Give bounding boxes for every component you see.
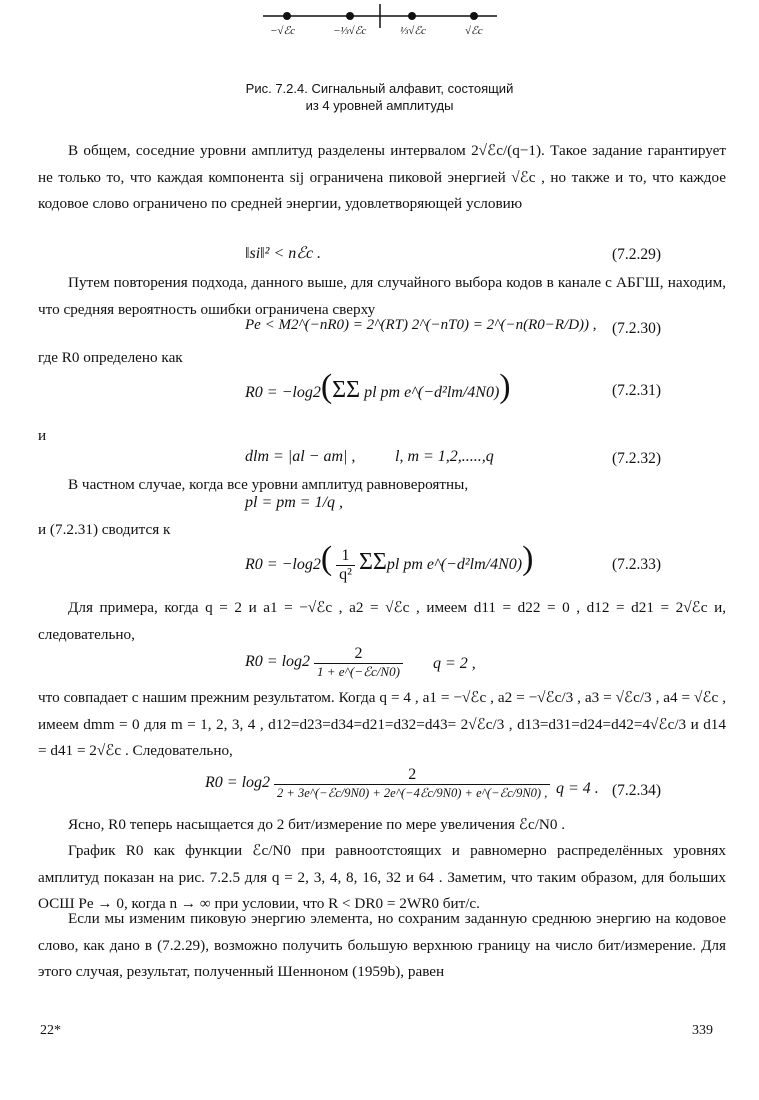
equation-equal-probability: pl = pm = 1/q , — [245, 494, 344, 511]
page-number: 339 — [692, 1023, 713, 1038]
figure-caption-line1: Рис. 7.2.4. Сигнальный алфавит, состоящий — [245, 81, 514, 96]
equation-q2: R0 = log2 $\frac{2}{\text{1 + e\textasciicircum{}(−ℰc/N0)}}$ — [245, 645, 403, 680]
equation-7-2-29: ‖si‖² < nℰc . — [245, 245, 322, 262]
paragraph: где R0 определено как — [38, 349, 183, 366]
equation-7-2-34-condition: q = 4 . — [556, 780, 599, 797]
equation-7-2-33: R0 = −log2( $\frac{1}{\text{q²}}$ ΣΣpl pm e^(−d²lm/4N0)) — [245, 540, 534, 583]
level-point — [346, 12, 354, 20]
tick-label: ⅓√ℰc — [400, 25, 426, 37]
paragraph: Для примера, когда q = 2 и a1 = −√ℰc , a2 = √ℰc , имеем d11 = d22 = 0 , d12 = d21 = 2√ℰc и, следовательно, — [38, 599, 726, 643]
level-point — [283, 12, 291, 20]
paragraph: и (7.2.31) сводится к — [38, 521, 171, 538]
paragraph: График R0 как функции ℰc/N0 при равноотстоящих и равномерно распределённых уровнях амплитуд показан на рис. 7.2.5 для q = 2, 3, 4, 8, 16, 32 и 64 . Заметим, что таким образом, для больших ОСШ Pe → 0, когда n → ∞ при условии, что R < DR0 = 2WR0 бит/с. — [38, 842, 726, 912]
equation-number: (7.2.30) — [612, 320, 662, 337]
paragraph: Ясно, R0 теперь насыщается до 2 бит/измерение по мере увеличения ℰc/N0 . — [68, 816, 566, 833]
paragraph: что совпадает с нашим прежним результатом. Когда q = 4 , a1 = −√ℰc , a2 = −√ℰc/3 , a3 = √ℰc/3 , a4 = √ℰc , имеем dmm = 0 для m = 1, 2, 3, 4 , d12=d23=d34=d21=d32=d43= 2√ℰc/3 , d13=d31=d24=d42=4√ℰc/3 и d14 = d41 = 2√ℰc . Следовательно, — [38, 689, 726, 759]
paragraph: Путем повторения подхода, данного выше, для случайного выбора кодов в канале с АБГШ, находим, что средняя вероятность ошибки ограничена сверху — [38, 274, 726, 318]
level-point — [408, 12, 416, 20]
equation-7-2-31: R0 = −log2(ΣΣ pl pm e^(−d²lm/4N0)) — [245, 368, 511, 405]
equation-number: (7.2.34) — [612, 782, 662, 799]
footer-signature-mark: 22* — [40, 1023, 61, 1038]
tick-label: √ℰc — [465, 25, 483, 37]
tick-label: −√ℰc — [270, 25, 296, 37]
paragraph: В общем, соседние уровни амплитуд разделены интервалом 2√ℰc/(q−1). Такое задание гарантирует не только то, что каждая компонента sij ограничена пиковой энергией √ℰc , но также и то, что каждое кодовое слово ограничено по средней энергии, удовлетворяющей условию — [38, 142, 726, 212]
paragraph: и — [38, 427, 47, 444]
equation-number: (7.2.32) — [612, 450, 662, 467]
equation-7-2-32-range: l, m = 1,2,.....,q — [395, 448, 494, 465]
equation-7-2-30: Pe < M2^(−nR0) = 2^(RT) 2^(−nT0) = 2^(−n(R0−R/D)) , — [245, 317, 597, 333]
equation-number: (7.2.31) — [612, 382, 662, 399]
equation-number: (7.2.29) — [612, 246, 662, 263]
equation-7-2-34: R0 = log2 $\frac{2}{\text{2 + 3e\textasciicircum{}(−ℰc/9N0) + 2e\textasciicircum{}(−4ℰc/9N0) + e\textasciicircum{}(−ℰc/9N0) ,}}$ — [205, 766, 550, 801]
equation-q2-condition: q = 2 , — [433, 655, 476, 672]
paragraph: В частном случае, когда все уровни амплитуд равновероятны, — [68, 476, 469, 493]
tick-label: −⅓√ℰc — [333, 25, 367, 37]
figure-caption-line2: из 4 уровней амплитуды — [305, 98, 454, 113]
level-point — [470, 12, 478, 20]
equation-7-2-32: dlm = |al − am| , — [245, 448, 356, 465]
equation-number: (7.2.33) — [612, 556, 662, 573]
paragraph: Если мы изменим пиковую энергию элемента, но сохраним заданную среднюю энергию на кодовое слово, как дано в (7.2.29), возможно получить большую верхнюю границу на число бит/измерение. Для этого случая, результат, полученный Шенноном (1959b), равен — [38, 910, 726, 980]
